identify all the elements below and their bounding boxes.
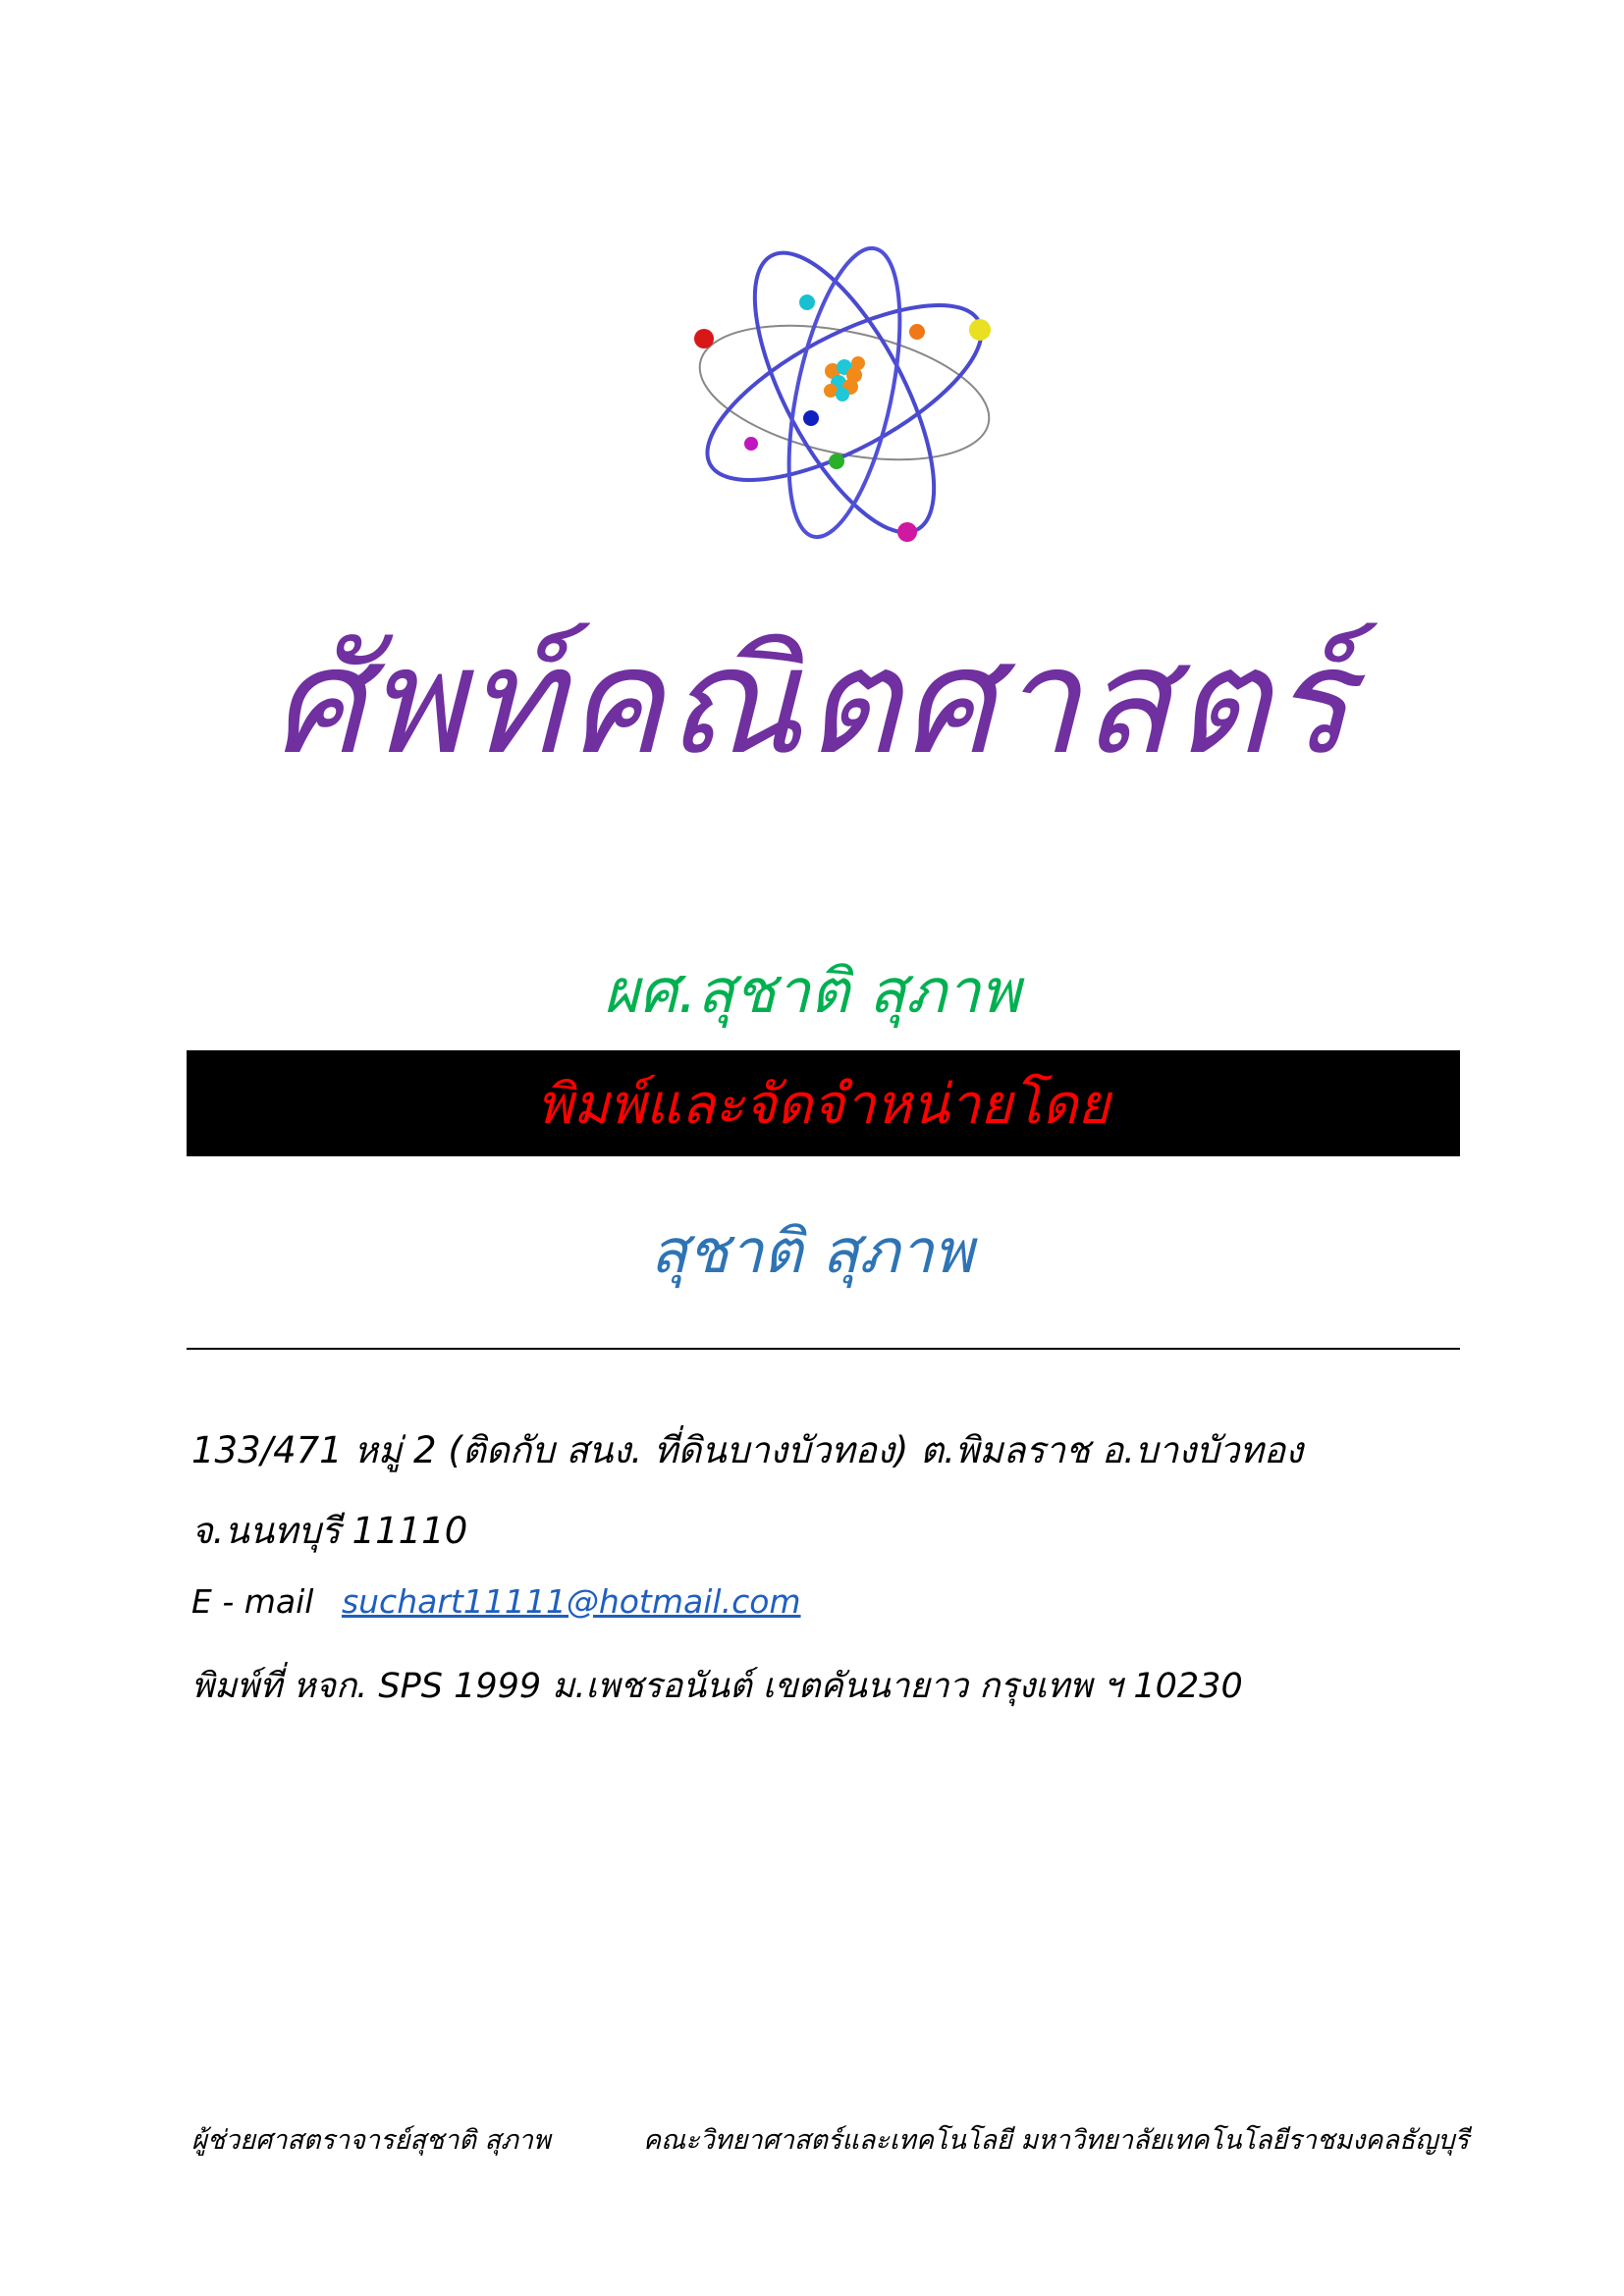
publisher-name: สุชาติ สุภาพ <box>650 1215 974 1287</box>
page-title: ศัพท์คณิตศาสตร์ <box>271 616 1353 787</box>
publisher-banner <box>187 1050 1460 1156</box>
footer-institution: คณะวิทยาศาสตร์และเทคโนโลยี มหาวิทยาลัยเทคโนโลยีราชมงคลธัญบุรี <box>643 2125 1469 2156</box>
author-name: ผศ.สุชาติ สุภาพ <box>603 955 1021 1027</box>
email-label: E - mail <box>191 1582 314 1621</box>
address-line-1: 133/471 หมู่ 2 (ติดกับ สนง. ที่ดินบางบัวทอง) ต.พิมลราช อ.บางบัวทอง <box>191 1429 1304 1471</box>
email-row <box>191 1582 801 1621</box>
atom-icon <box>677 226 1011 560</box>
printer-line: พิมพ์ที่ หจก. SPS 1999 ม.เพชรอนันต์ เขตคันนายาว กรุงเทพ ฯ 10230 <box>191 1667 1243 1706</box>
banner-text: พิมพ์และจัดจำหน่ายโดย <box>536 1072 1110 1137</box>
address-line-2: จ.นนทบุรี 11110 <box>191 1510 468 1552</box>
footer-author: ผู้ช่วยศาสตราจารย์สุชาติ สุภาพ <box>191 2125 551 2156</box>
email-link[interactable]: suchart11111@hotmail.com <box>341 1582 801 1621</box>
divider <box>187 1348 1460 1350</box>
